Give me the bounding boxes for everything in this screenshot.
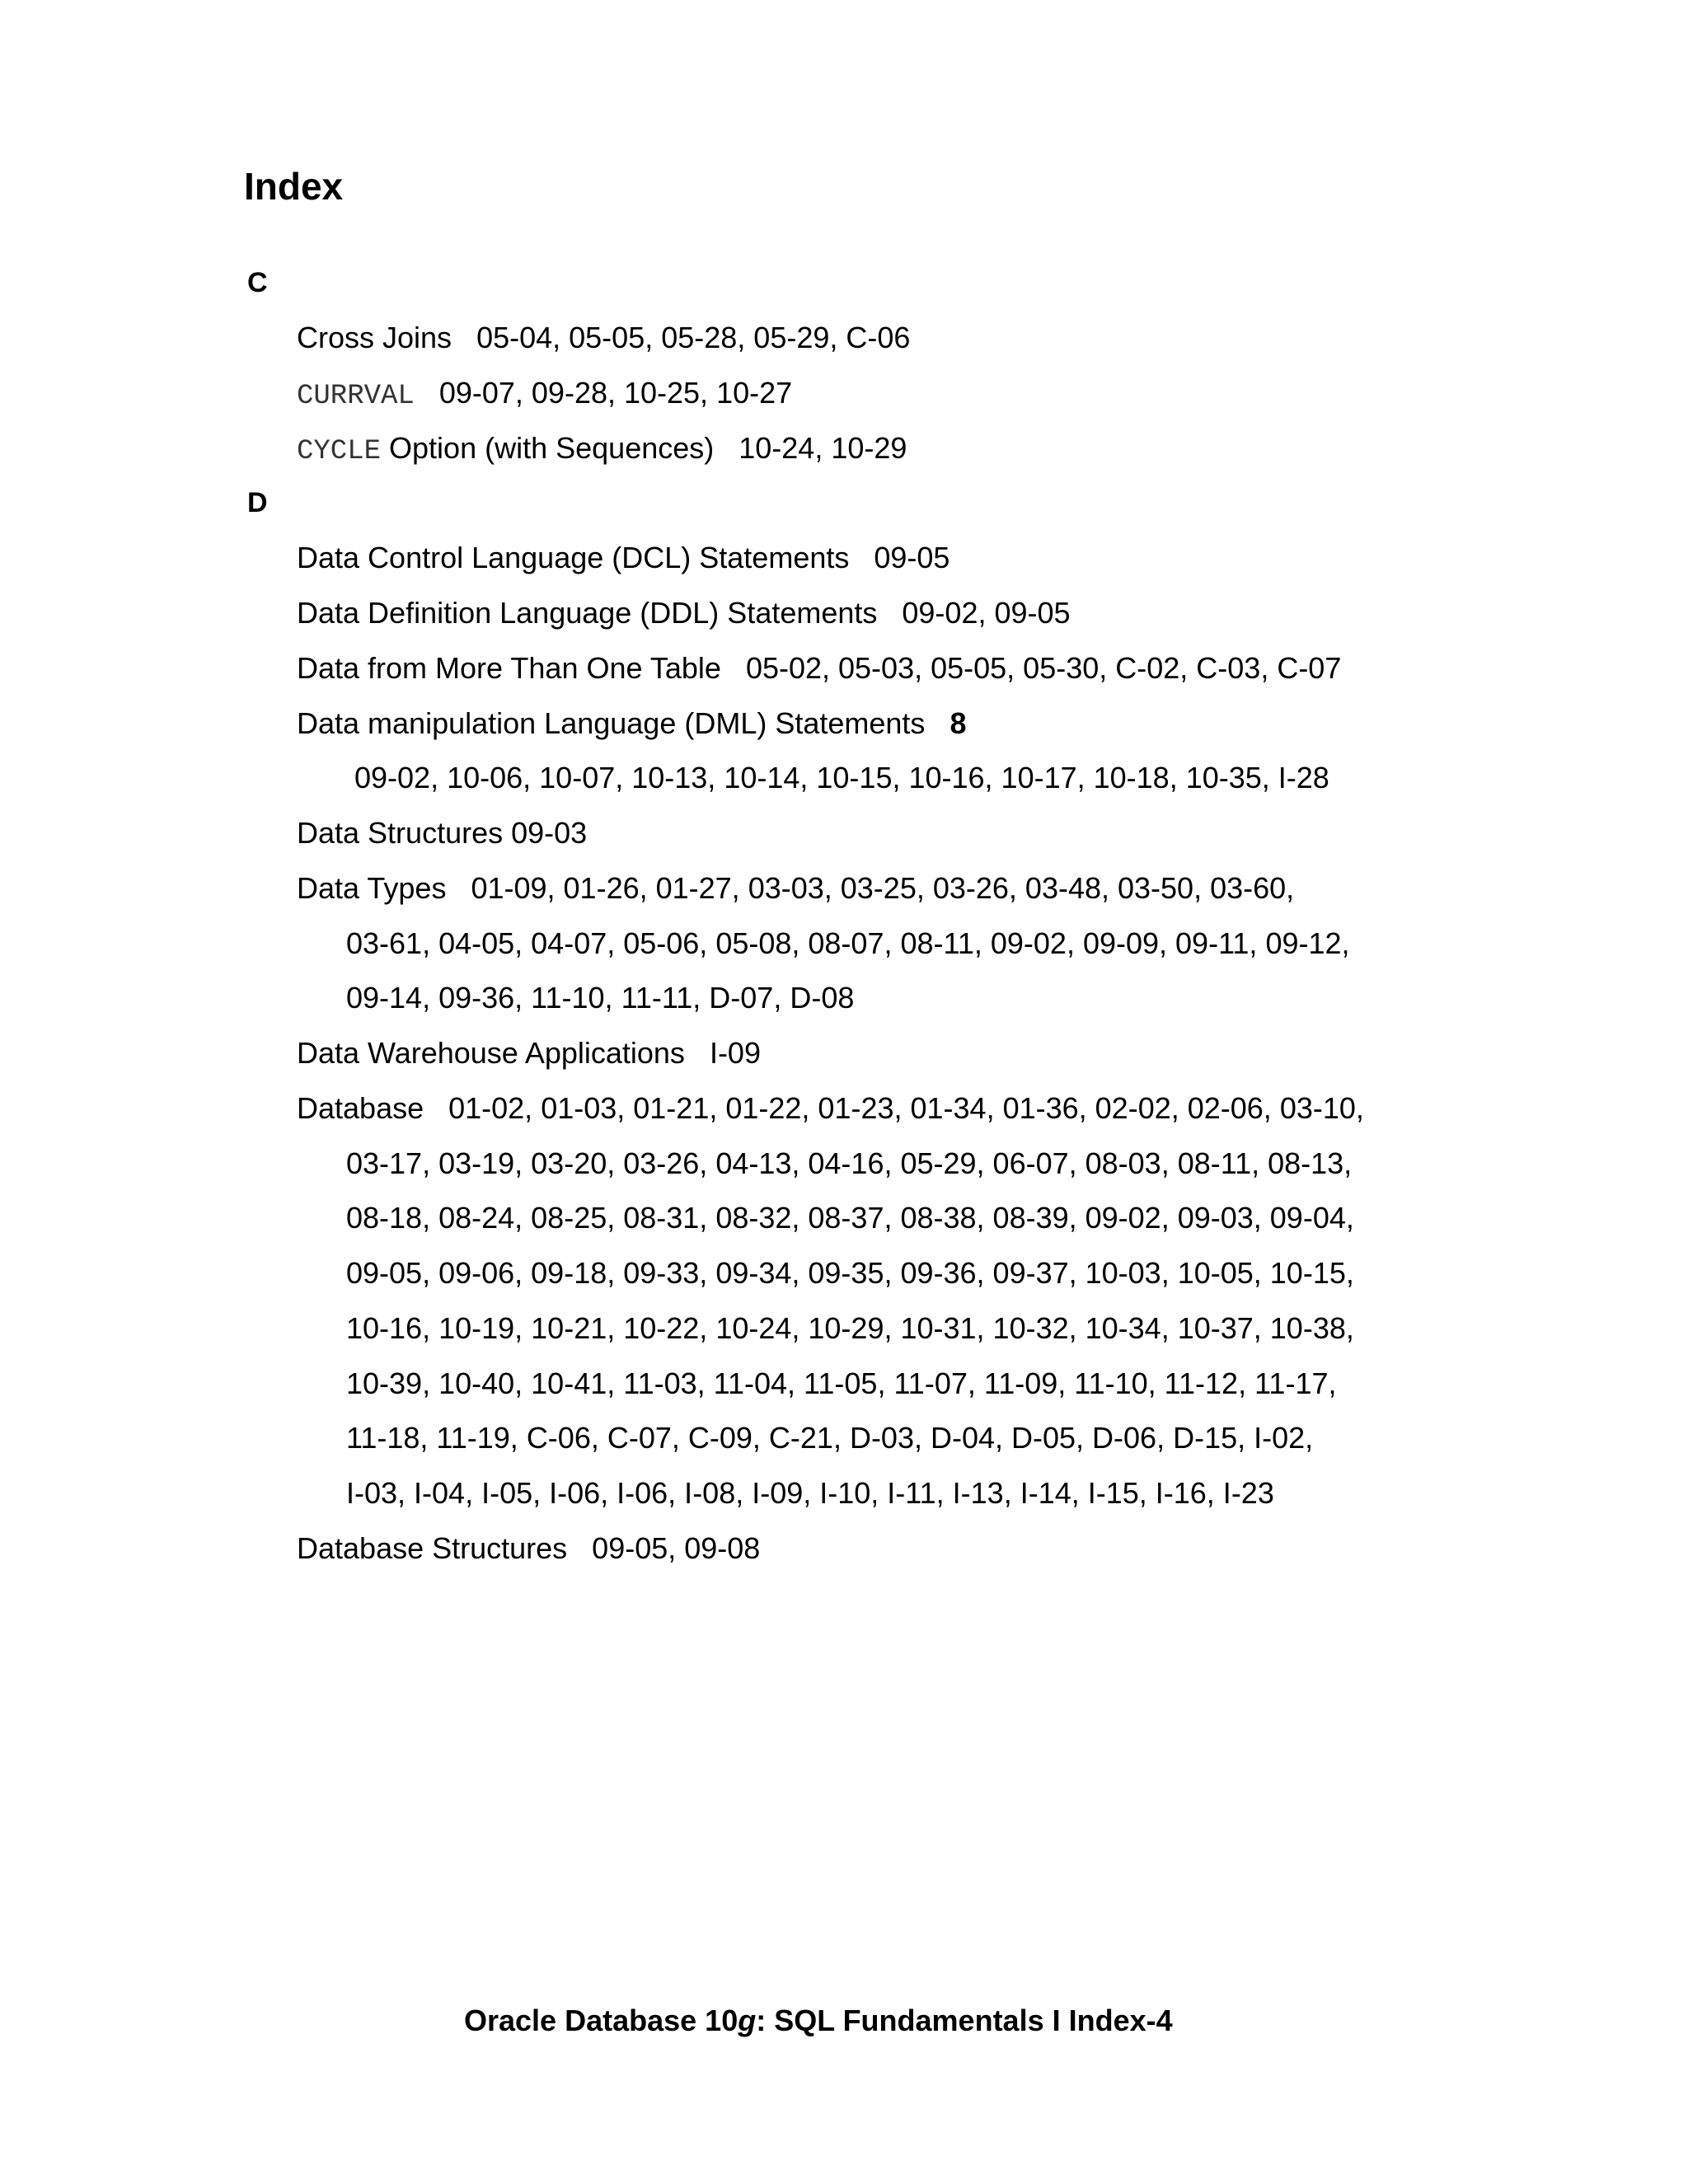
entry-term: Data manipulation Language (DML) Statements [297,706,926,740]
entry-term: Data Definition Language (DDL) Statements [297,596,878,630]
entry-pages: 09-07, 09-28, 10-25, 10-27 [438,376,793,410]
entry-pages: 01-09, 01-26, 01-27, 03-03, 03-25, 03-26, 03-48, 03-50, 03-60, [471,871,1295,905]
entry-term: Data from More Than One Table [297,651,721,685]
index-entry-data-warehouse [297,1035,761,1071]
entry-term: Option (with Sequences) [381,431,715,465]
index-entry-currval [297,375,792,415]
entry-term: Database [297,1091,424,1125]
footer-italic: g [738,2004,757,2037]
entry-pages: I-09 [709,1036,761,1070]
page-footer [464,2003,1173,2039]
footer-prefix: Oracle Database 10 [464,2004,738,2037]
index-entry-dcl [297,540,950,576]
section-letter-d: D [247,487,268,518]
entry-continuation: 09-05, 09-06, 09-18, 09-33, 09-34, 09-35, 09-36, 09-37, 10-03, 10-05, 10-15, [346,1256,1354,1290]
entry-term: Cross Joins [297,321,452,354]
entry-pages: 09-05 [874,541,950,574]
entry-term: Data Warehouse Applications [297,1036,685,1070]
entry-pages: 09-02, 09-05 [902,596,1071,630]
entry-continuation: 11-18, 11-19, C-06, C-07, C-09, C-21, D-03, D-04, D-05, D-06, D-15, I-02, [346,1421,1314,1455]
index-entry-ddl [297,595,1071,631]
footer-suffix: : SQL Fundamentals I Index-4 [756,2004,1173,2037]
entry-continuation: I-03, I-04, I-05, I-06, I-06, I-08, I-09, I-10, I-11, I-13, I-14, I-15, I-16, I-23 [346,1476,1274,1510]
entry-pages: 09-05, 09-08 [592,1531,761,1565]
entry-continuation: 08-18, 08-24, 08-25, 08-31, 08-32, 08-37, 08-38, 08-39, 09-02, 09-03, 09-04, [346,1201,1354,1235]
index-entry-cross-joins [297,320,910,356]
entry-term-code: CYCLE [297,436,382,467]
entry-term: Data Types [297,871,447,905]
entry-term: Data Structures 09-03 [297,816,588,850]
index-entry-data-types [297,870,1294,907]
entry-continuation: 03-61, 04-05, 04-07, 05-06, 05-08, 08-07, 08-11, 09-02, 09-09, 09-11, 09-12, [346,926,1350,960]
entry-pages: 01-02, 01-03, 01-21, 01-22, 01-23, 01-34, 01-36, 02-02, 02-06, 03-10, [448,1091,1364,1125]
entry-pages-bold: 8 [950,706,967,740]
entry-continuation: 09-14, 09-36, 11-10, 11-11, D-07, D-08 [346,981,855,1015]
entry-term: Data Control Language (DCL) Statements [297,541,850,574]
entry-pages: 05-04, 05-05, 05-28, 05-29, C-06 [476,321,911,354]
entry-continuation: 09-02, 10-06, 10-07, 10-13, 10-14, 10-15, 10-16, 10-17, 10-18, 10-35, I-28 [354,761,1329,794]
entry-term-code: CURRVAL [297,381,415,412]
index-entry-database-structures [297,1530,760,1567]
entry-continuation: 10-16, 10-19, 10-21, 10-22, 10-24, 10-29, 10-31, 10-32, 10-34, 10-37, 10-38, [346,1311,1354,1345]
entry-continuation: 03-17, 03-19, 03-20, 03-26, 04-13, 04-16, 05-29, 06-07, 08-03, 08-11, 08-13, [346,1146,1353,1180]
entry-pages: 10-24, 10-29 [738,431,907,465]
index-entry-data-multi-table [297,650,1341,687]
index-entry-database [297,1090,1364,1127]
section-letter-c: C [247,267,268,298]
entry-continuation: 10-39, 10-40, 10-41, 11-03, 11-04, 11-05, 11-07, 11-09, 11-10, 11-12, 11-17, [346,1366,1337,1400]
entry-pages: 05-02, 05-03, 05-05, 05-30, C-02, C-03, C-07 [745,651,1342,685]
index-entry-data-structures [297,815,587,851]
index-entry-dml [297,705,966,742]
page-title: Index [244,165,344,208]
entry-term: Database Structures [297,1531,568,1565]
index-entry-cycle [297,430,907,470]
